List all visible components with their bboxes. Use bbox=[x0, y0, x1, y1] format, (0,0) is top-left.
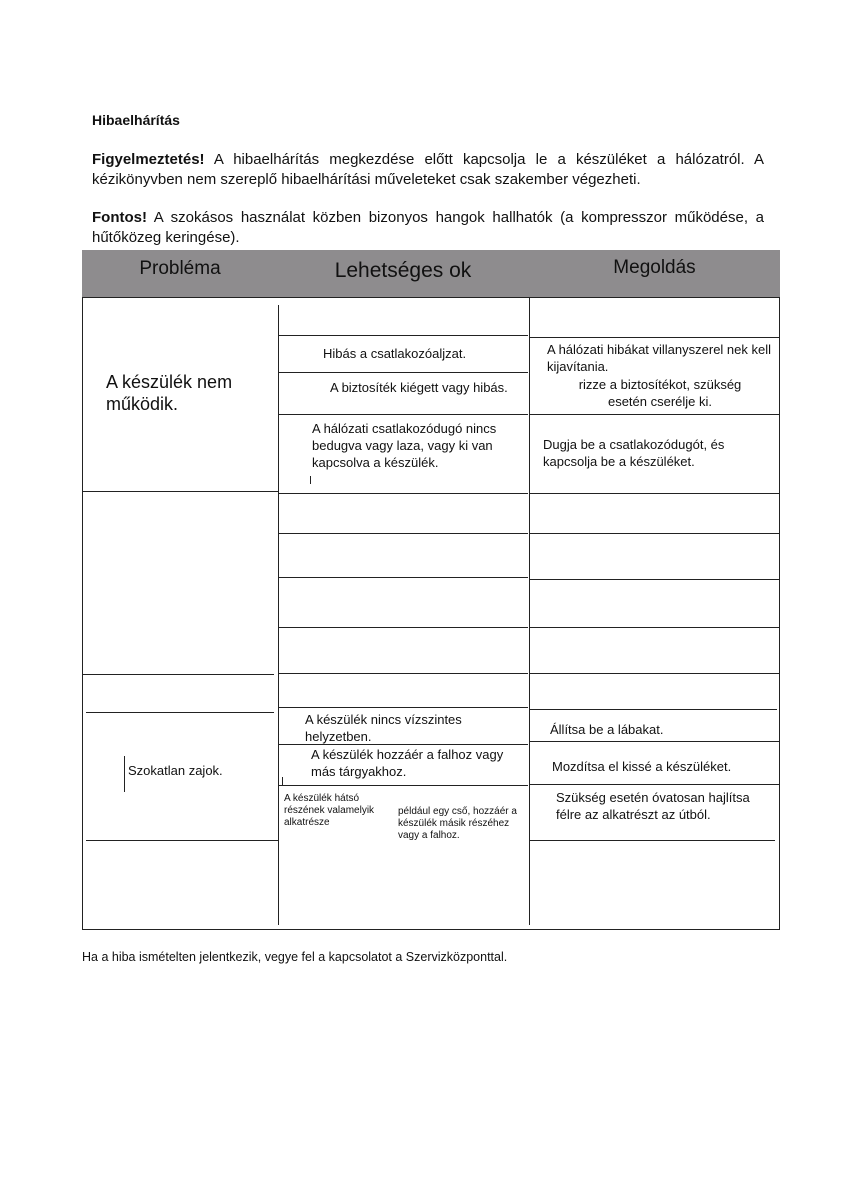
header-solution: Megoldás bbox=[613, 257, 696, 278]
solution-plug: Dugja be a csatlakozódugót, és kapcsolja be a készüléket. bbox=[543, 437, 725, 469]
important-label: Fontos! bbox=[92, 209, 147, 226]
header-problem: Probléma bbox=[139, 258, 221, 279]
solution-move-appliance: Mozdítsa el kissé a készüléket. bbox=[552, 759, 732, 774]
cause-rear-part-cont: például egy cső, hozzáér a készülék másik részéhez vagy a falhoz. bbox=[398, 806, 517, 841]
header-cause: Lehetséges ok bbox=[334, 259, 472, 282]
problem-unusual-noises: Szokatlan zajok. bbox=[128, 763, 223, 778]
cause-not-level: A készülék nincs vízszintes helyzetben. bbox=[305, 712, 462, 744]
cause-plug: A hálózati csatlakozódugó nincs bedugva vagy laza, vagy ki van kapcsolva a készülék. bbox=[312, 421, 497, 470]
cause-touches-wall: A készülék hozzáér a falhoz vagy más tárgyakhoz. bbox=[311, 747, 504, 779]
cause-rear-part: A készülék hátsó részének valamelyik alkatrésze bbox=[284, 793, 375, 828]
solution-fuse: rizze a biztosítékot, szükség esetén cserélje ki. bbox=[578, 377, 742, 409]
solution-adjust-feet: Állítsa be a lábakat. bbox=[550, 722, 664, 737]
cause-fuse: A biztosíték kiégett vagy hibás. bbox=[330, 380, 508, 395]
problem-not-working: A készülék nem működik. bbox=[106, 372, 233, 414]
important-paragraph bbox=[92, 208, 764, 248]
solution-network-fault: A hálózati hibákat villanyszerel nek kell kijavítania. bbox=[547, 342, 772, 374]
solution-bend-part: Szükség esetén óvatosan hajlítsa félre az alkatrészt az útból. bbox=[556, 790, 750, 822]
footer-note: Ha a hiba ismételten jelentkezik, vegye fel a kapcsolatot a Szervizközponttal. bbox=[82, 950, 508, 964]
warning-text: A hibaelhárítás megkezdése előtt kapcsolja le a készüléket a hálózatról. A kézikönyvben nem szereplő hibaelhárítási műveleteket csak szakember végezheti. bbox=[92, 151, 764, 188]
cause-faulty-socket: Hibás a csatlakozóaljzat. bbox=[323, 346, 467, 361]
important-text: A szokásos használat közben bizonyos hangok hallhatók (a kompresszor működése, a hűtőközeg keringése). bbox=[92, 209, 764, 246]
warning-paragraph bbox=[92, 150, 764, 190]
page-title: Hibaelhárítás bbox=[92, 112, 180, 128]
warning-label: Figyelmeztetés! bbox=[92, 151, 205, 168]
